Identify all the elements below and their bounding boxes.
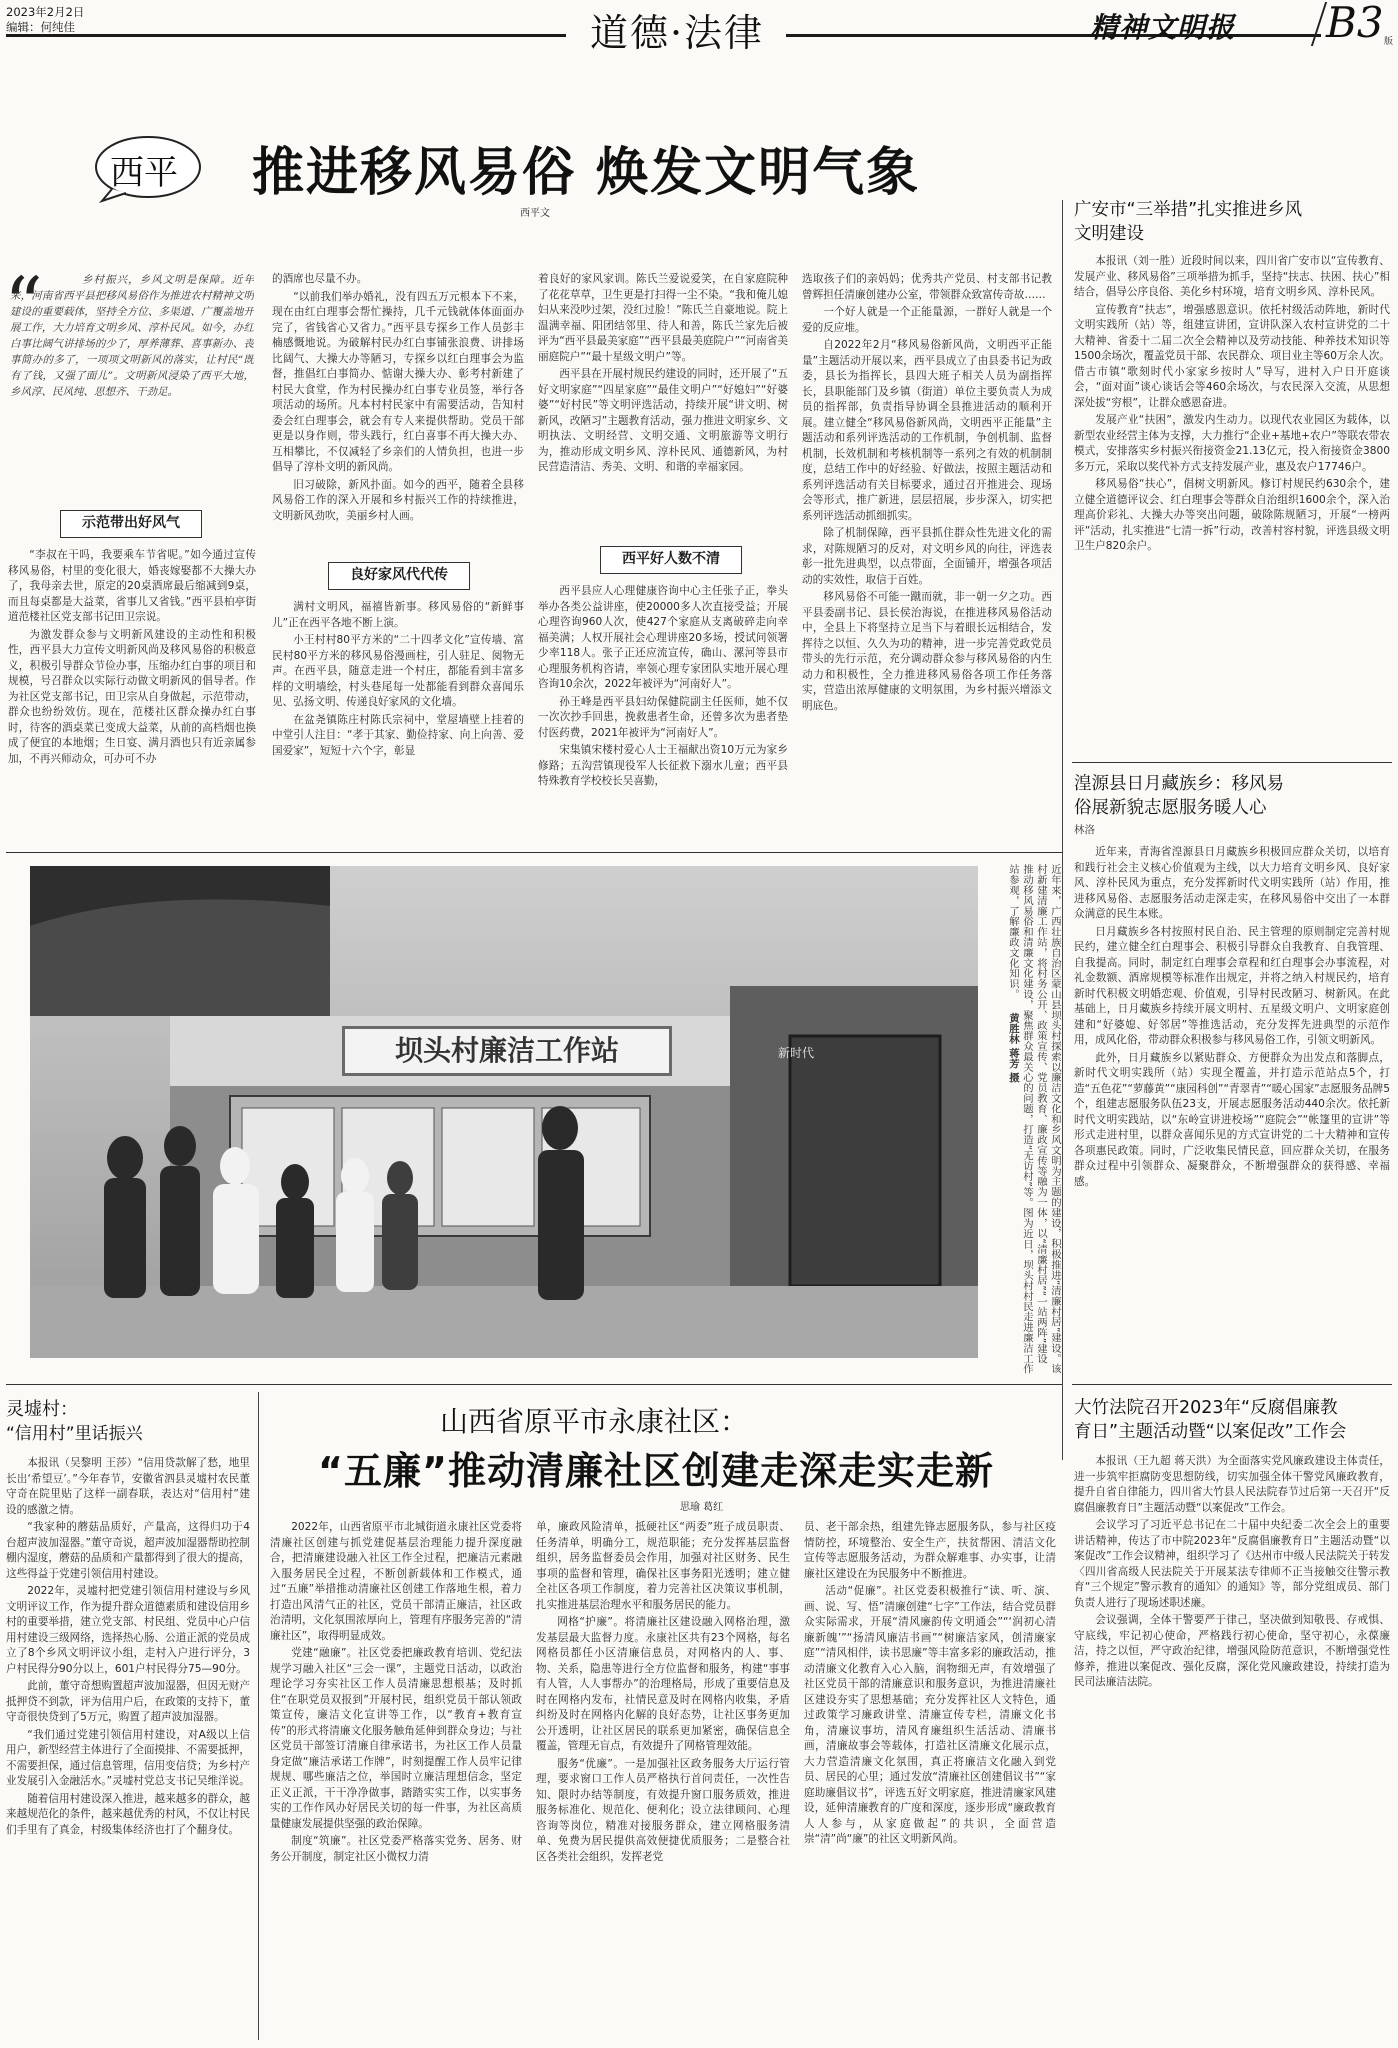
photo-top-rule <box>6 852 1062 853</box>
lead-col3-bottom: 西平县应人心理健康咨询中心主任张子正，拳头举办各类公益讲座，使20000多人次直接受益；开展心理咨询960人次，使427个家庭从支离破碎走向幸福美满；人权开展社会心理讲座20多场，授试问领署少率118人。张子正还应流宣传，确山、漯河等县市心理服务机构咨请，率领心理专家团队实地开展心理咨询10余次，2022年被评为“河南好人”。 孙王峰是西平县妇幼保健院副主任医师，她不仅一次次抄手回患，挽救患者生命，还曾多次为患者垫付医药费，2021年被评为“河南好人”。 宋集镇宋楼村爱心人士王福献出资10万元为家乡修路；五沟营镇现役军人长征救下溺水儿童；西平县特殊教育学校校长吴喜勤， <box>538 585 788 787</box>
center-bottom-kicker: 山西省原平市永康社区： <box>440 1405 749 1438</box>
lead-quote-mark: “ <box>4 260 43 349</box>
left-bottom-body: 本报讯（吴黎明 王莎）“信用贷款解了愁，地里长出‘希望豆’。”今年春节，安徽省泗县灵墟村农民董守奇在院里贴了这样一副春联，表达对“信用村”建设的感激之情。 “我家种的蘑菇品质好，产量高，这得归功于4台超声波加湿器。”董守奇说，超声波加湿器帮助控制棚内湿度，蘑菇的品质和产量都得到了很大的提高，这些得益于党建引领信用村建设。 2022年，灵墟村把党建引领信用村建设与乡风文明评议工作，作为提升群众道德素质和建设信用乡村的重要举措，建立党支部、村民组、党员中心户信用村建设三级网络，选择热心肠、公道正派的党员成立了8个乡风文明评议小组，走村入户进行评分，3户村民得分90分以上，601户村民得分75—90分。 此前，董守奇想购置超声波加湿器，但因无财产抵押贷不到款，评为信用户后，在政策的支持下，董守奇很快贷到了5万元，购置了超声波加湿器。 “我们通过党建引领信用村建设，对A级以上信用户，新型经营主体进行了全面摸排、不需要抵押，不需要担保，通过信息管理，信用变信贷；为乡村产业发展引入金融活水。”灵墟村党总支书记吴维洋说。 随着信用村建设深入推进，越来越多的群众，越来越规范化的条件，越来越优秀的村风，不仅让村民们手里有了真金，村级集体经济也打了个翻身仗。 <box>6 1457 250 1836</box>
lead-col4: 选取孩子们的亲妈妈；优秀共产党员、村支部书记教曾辉担任清廉创建办公室，带领群众致富传奇故…… 一个好人就是一个正能量源，一群好人就是一个爱的反应堆。 自2022年2月“移风易俗新风尚，文明西平正能量”主题活动开展以来，西平县成立了由县委书记为政委，县长为指挥长，县四大班子相关人员为副指挥长，县职能部门及乡镇（街道）单位主要负责人为成员的指挥部，负责指导协调全县推进活动的顺利开展。建立健全“移风易俗新风尚，文明西平正能量”主题活动和系列评选活动的工作机制，争创机制、监督机制，长效机制和考核机制等一系列之有效的机制制度，总结工作中的好经验、好做法，按照主题活动和系列评选活动有关目标要求，通过召开推进会、现场会等形式，推广新进，层层招展，步步深入，切实把系列评选活动抓细抓实。 除了机制保障，西平县抓住群众性先进文化的需求，对陈规陋习的反对，对文明乡风的向往，评选表彰一批先进典型，以点带面，全面铺开，增强各项活动的实效性，取信于百姓。 移风易俗不可能一蹴而就，非一朝一夕之功。西平县委副书记、县长侯治海说，在推进移风易俗活动中，全县上下将坚持立足当下与着眼长远相结合，发挥待之以恒、久久为功的精神，进一步完善党政党员带头的先行示范，充分调动群众参与移风易俗的内生动力和积极性，全力推进移风易俗各项工作任务落实，营造出浓厚健康的文明氛围，为乡村振兴增添文明底色。 <box>802 273 1052 712</box>
center-bottom-col2: 单，廉政风险清单，抵硬社区“两委”班子成员职责、任务清单，明确分工，规范职能；充分发挥基层监督组织，居务监督委员会作用，加强对社区财务、民生事项的监督和管理，确保社区事务阳光透明；建立健全社区各项工作制度，着力完善社区决策议事机制，扎实推进基层治理水平和服务居民的能力。 网格“护廉”。将清廉社区建设融入网格治理，激发基层最大监督力度。永康社区共有23个网格，每名网格员都任小区清廉信息员，对网格内的人、事、物、关系，隐患等进行全方位监督和服务，构建“事事有人管，人人事帮办”的治理格局，形成了重要信息及时在网格内发布，社情民意及时在网格内收集，矛盾纠纷及时在网格内化解的良好态势，让社区事务更加公开透明，让社区居民的联系更加紧密，确保信息全覆盖，管理无盲点，有效提升了网格管理效能。 服务“优廉”。一是加强社区政务服务大厅运行管理，要求窗口工作人员严格执行首问责任，一次性告知、限时办结等制度，有效提升窗口服务质效，推进服务标准化、规范化、便利化；设立法律顾问、心理咨询等岗位，精准对接服务群众，建立网格服务清单、免费为居民提供高效便捷优质服务；二是整合社区各类社会组织，发挥老党 <box>536 1521 790 1863</box>
lead-subhead-2: 良好家风代代传 <box>328 562 470 590</box>
lead-byline: 西平文 <box>520 208 550 219</box>
center-bottom-col1: 2022年，山西省原平市北城街道永康社区党委将清廉社区创建与抓党建促基层治理能力提升深度融合，把清廉建设融入社区工作全过程，把廉洁元素融入服务居民全过程，不断创新载体和工作模式，通过“五廉”举措推动清廉社区创建工作落地生根，着力打造出风清气正的社区，党员干部清正廉洁，社区政治清明，文化氛围浓厚向上，管理有序服务完善的“清廉社区”，取得明显成效。 党建“融廉”。社区党委把廉政教育培训、党纪法规学习融入社区“三会一课”，主题党日活动，以政治理论学习夯实社区工作人员清廉思想根基；及时抓住“在职党员双报到”开展村民，组织党员干部认领政策宣传，廉洁文化宣讲等工作，以“教育+教育宣传”的形式将清廉文化服务触角延伸到群众身边；与社区党员干部签订清廉自律承诺书，为社区工作人员量身定做“廉洁承诺工作牌”，时刻提醒工作人员牢记律规规、哪些廉洁之位，举国时立廉洁理想信念，坚定正义正派，干干净净做事，踏踏实实工作，以实事务实的工作作风办好居民关切的每一件事，为社区高质量健康发展提供坚强的政治保障。 制度“筑廉”。社区党委严格落实党务、居务、财务公开制度，制定社区小微权力清 <box>270 1521 522 1863</box>
lead-col2-bottom: 满村文明风，福禧皆新事。移风易俗的“新鲜事儿”正在西平各地不断上演。 小王村村80平方米的“二十四孝文化”宣传墙、富民村80平方米的移风易俗漫画柱，引人驻足、阅物无声。在西平县，随意走进一个村庄，都能看到丰富多样的文明墙绘，村头巷尾每一处都能看到群众喜闻乐见、弘扬文明、传递良好家风的文化墙。 在盆尧镇陈庄村陈氏宗祠中，堂屋墙壁上挂着的中堂引人注目：“孝于其家、勤俭持家、向上向善、爱国爱家”，短短十六个字，彰显 <box>272 601 524 757</box>
page-number-suffix: 版 <box>1384 37 1394 47</box>
photo-sign: 坝头村廉洁工作站 <box>342 1026 672 1076</box>
page-divider-slash <box>1311 2 1327 46</box>
side-mid-body: 近年来，青海省湟源县日月藏族乡积极回应群众关切，以培育和践行社会主义核心价值观为主线，以大力培育文明乡风、良好家风、淳朴民风为重点，充分发挥新时代文明实践所（站）作用，推进移风易俗、志愿服务活动走深走实，在移风易俗中交出了一本群众满意的民生本账。 日月藏族乡各村按照村民自治、民主管理的原则制定完善村规民约，建立健全红白理事会、积极引导群众自我教育、自我管理、自我提高。同时，制定红白理事会章程和红白理事会办事流程，对礼金数额、酒席规模等标准作出规定，并将之纳入村规民约，培育新时代积极文明婚恋观、价值观，引导村民改陋习、树新风。在此基础上，日月藏族乡持续开展文明村、五星级文明户、文明家庭创建和“好婆媳、好邻居”等推选活动，充分发挥先进典型的示范作用，成风化俗，带动群众积极参与移风易俗工作，引领文明新风。 此外，日月藏族乡以紧贴群众、方便群众为出发点和落脚点，新时代文明实践所（站）实现全覆盖，并打造示范站点5个，打造“五色花”“萝藤黄”“康园科创”“青翠青”“暖心国家”志愿服务品牌5个，组建志愿服务队伍23支，开展志愿服务活动440余次。依托新时代文明实践站，以“东岭宣讲进校场”“庭院会”“帐篷里的宣讲”等形式走进村里，以群众喜闻乐见的方式宣讲党的二十大精神和宣传各项惠民政策。同时，广泛收集民情民意，回应群众关切，在服务群众过程中引领群众、凝聚群众，不断增强群众的获得感、幸福感。 <box>1074 846 1390 1188</box>
lead-intro: 乡村振兴，乡风文明是保障。近年来，河南省西平县把移风易俗作为推进农村精神文明建设的重要载体，坚持全方位、多渠道、广覆盖地开展工作，大力培育文明乡风、淳朴民风。如今，办红白事比阔气讲排场的少了，厚养薄葬、喜事新办、丧事简办的多了，一项项文明新风的落实，让村民“既有了钱，又强了面儿”。文明新风浸染了西平大地，乡风淳、民风纯、思想齐、干劲足。 <box>10 274 254 398</box>
paper-name-logo: 精神文明报 <box>1090 11 1236 44</box>
masthead-rule-left <box>6 34 566 37</box>
side-top-article <box>1074 198 1390 758</box>
lead-subhead-1: 示范带出好风气 <box>60 510 202 538</box>
left-bottom-article <box>6 1398 250 2042</box>
left-bottom-title: 灵墟村： <box>6 1399 78 1420</box>
side-divider <box>1072 762 1392 763</box>
center-bottom-col3: 员、老干部余热，组建先锋志愿服务队，参与社区疫情防控，环境整治、安全生产，扶贫帮困、清洁文化宣传等志愿服务活动，为群众解难事、办实事，让清廉社区建设在为民服务中不断推进。 活动“促廉”。社区党委积极推行“读、听、演、画、说、写、悟”清廉创建“七字”工作法，结合党员群众实际需求，开展“清风廉韵传文明通会”“‘润初心清廉新魄’”“扬清风廉洁书画”“树廉洁家风，创清廉家庭”“清风相伴，读书思廉”等丰富多彩的廉政活动，推动清廉文化教育入心入脑，润物细无声，有效增强了社区党员干部的清廉意识和服务意识，为推进清廉社区建设夯实了思想基础；充分发挥社区人文特色，通过政策学习廉政讲堂、清廉宣传专栏，清廉文化书角，清廉议事坊，清风育廉组织生活活动、清廉书画，清廉故事会等载体，打造社区清廉文化展示点，大力营造清廉文化氛围，真正将廉洁文化融入到党员、居民的心里；通过发放“清廉社区创建倡议书”“家庭助廉倡议书”，评选五好文明家庭，推进清廉家风建设，延伸清廉教育的广度和深度，逐步形成“廉政教育人人参与，从家庭做起”的共识，全面营造崇“清”尚“廉”的社区文明新风尚。 <box>804 1521 1056 1845</box>
center-bottom-byline: 思瑜 葛红 <box>680 1502 724 1513</box>
lead-title: 推进移风易俗 焕发文明气象 <box>252 143 921 203</box>
photo-credit: 黄胜林 蒋芳 摄 <box>1007 1012 1019 1083</box>
column-rule-bottom-left <box>258 1392 259 2040</box>
center-bottom-title: “五廉”推动清廉社区创建走深走实走新 <box>318 1449 994 1493</box>
side-top-title: 广安市“三举措”扎实推进乡风文明建设 <box>1074 200 1303 244</box>
side-top-body: 本报讯（刘一胜）近段时间以来，四川省广安市以“宣传教育、发展产业、移风易俗”三项举措为抓手，坚持“扶志、扶困、扶心”相结合，倡导公序良俗、美化乡村环境，培育文明乡风、淳朴民风。 宣传教育“扶志”，增强感恩意识。依托村级活动阵地，新时代文明实践所（站）等，组建宣讲团，宣讲队深入农村宣讲党的二十大精神、省委十二届二次全会精神以及劳动技能、种养技术知识等1500余场次，覆盖党员干部、农民群众、项目业主等60万余人次。借古市镇“歌刻时代小家家乡按时人”导写，进村入户日开庭谈会，“面对面”谈心谈话会等460余场次，与农民深入交流，从思想深处拔“穷根”，让群众感恩奋进。 发展产业“扶困”，激发内生动力。以现代农业园区为载体，以新型农业经营主体为支撑，大力推行“企业+基地+农户”等联农带农模式，安排落实乡村振兴衔接资金21.13亿元，投入衔接资金3800多万元，采取以奖代补方式支持发展产业，惠及农户17746户。 移风易俗“扶心”，倡树文明新风。修订村规民约630余个，建立健全道德评议会、红白理事会等群众自治组织1600余个，深入治理高价彩礼、大操大办等突出问题，破除陈规陋习，开展“一榜两评”活动，扎实推进“七清一拆”行动，改善村容村貌，评选县级文明卫生户820余户。 <box>1074 255 1390 552</box>
side-mid-title: 湟源县日月藏族乡：移风易俗展新貌志愿服务暖人心 <box>1074 774 1284 818</box>
photo-bottom-rule <box>6 1384 1062 1385</box>
lead-col3-top: 着良好的家风家训。陈氏兰爱说爱笑，在自家庭院种了花花草草，卫生更是打扫得一尘不染。“我和俺儿媳妇从来没吵过架，没红过脸！”陈氏兰自豪地说。院上温满幸福、阳团结邻里、待人和善，陈氏兰家先后被评为“西平县最美家庭”“西平县最美庭院户”“河南省美丽庭院户”“最十星级文明户”等。 西平县在开展村规民约建设的同时，还开展了“五好文明家庭”“四星家庭”“最佳文明户”“好媳妇”“好婆婆”“好村民”等文明评选活动，持续开展“讲文明、树新风，改陋习”主题教育活动，强力推进文明家乡、文明执法、文明经营、文明交通、文明旅游等文明行为，推动形成文明乡风、淳朴民风、通德新风，为村民营造清洁、秀美、文明、和谐的幸福家园。 <box>538 273 788 473</box>
section-title: 道德·法律 <box>589 11 765 55</box>
side-mid-article <box>1074 772 1390 1452</box>
masthead-rule-right <box>786 34 1321 37</box>
right-bottom-body: 本报讯（王九超 蒋天洪）为全面落实党风廉政建设主体责任，进一步筑牢拒腐防变思想防线，切实加强全体干警党风廉政教育，提升自省自律能力，四川省大竹县人民法院春节过后第一天召开“反腐倡廉教育日”主题活动暨“以案促改”工作会。 会议学习了习近平总书记在二十届中央纪委二次全会上的重要讲话精神，传达了市中院2023年“反腐倡廉教育日”主题活动暨“以案促改”工作会议精神，组织学习了《达州市中级人民法院关于转发〈四川省高级人民法院关于开展某法专律师不正当接触交往警示教育“三个规定”警示教育的通知〉的通知》等，部分党组成员、部门负责人进行了现场述职述廉。 会议强调，全体干警要严于律己，坚决做到知敬畏、存戒惧、守底线，牢记初心使命，严格践行初心使命，坚守初心，永葆廉洁，持之以恒，严守政治纪律，增强风险防范意识，不断增强党性修养，推进以案促改、强化反腐，深化党风廉政建设，持续打造为民司法廉洁法院。 <box>1074 1455 1390 1688</box>
right-bottom-title: 大竹法院召开2023年“反腐倡廉教育日”主题活动暨“以案促改”工作会 <box>1074 1398 1347 1442</box>
photo-caption: 近年来，广西壮族自治区蒙山县坝头村探索以廉洁文化和乡风文明为主题的建设，积极推进“清廉村居”建设。该村新建清廉工作站，将村务公开、政策宣传、党员教育、廉政宣传等融为一体，以“清廉村居”“一站两阵”建设推动移风易俗和清廉文化建设，聚焦群众最关心的问题，打造“无访村”等。图为近日，坝头村村民走进廉洁工作站参观，了解廉政文化知识。 黄胜林 蒋芳 摄 <box>1007 864 1061 1374</box>
photo-panel-label: 新时代 <box>778 1046 815 1060</box>
page-number: B3 <box>1326 0 1384 47</box>
right-bottom-article <box>1074 1396 1390 2042</box>
left-bottom-subtitle: “信用村”里话振兴 <box>6 1424 143 1444</box>
masthead-date: 2023年2月2日 <box>6 5 85 19</box>
side-mid-byline: 林洛 <box>1074 824 1095 836</box>
lead-badge-text: 西平 <box>110 153 178 193</box>
lead-col1: “李叔在干吗，我要乘车节省呢。”如今通过宣传移风易俗，村里的变化很大，婚丧嫁娶都不大操大办了，我母亲去世，原定的20桌酒席最后缩减到9桌，而且每桌都是大益菜，省事儿又省钱。”西平县柏亭街道范楼社区党支部书记田卫宗说。 为激发群众参与文明新风建设的主动性和积极性，西平县大力宣传文明新风尚及移风易俗的积极意义，积极引导群众节俭办事，压缩办红白事的项目和规模，号召群众以实际行动做文明新风的倡导者。作为社区党支部书记，田卫宗从自身做起，示范带动，群众也纷纷效仿。现在，范楼社区群众操办红白事时，待客的酒桌菜已变成大益菜，从前的高档烟也换成了便宜的本地烟；生日宴、满月酒也只有近亲属参加，不再兴师动众，可办可不办 <box>8 549 256 765</box>
lead-subhead-3: 西平好人数不清 <box>600 546 742 574</box>
lead-col2-top: 的酒席也尽量不办。 “以前我们举办婚礼，没有四五万元根本下不来，现在由红白理事会帮忙操持，几千元钱就体体面面办完了，省钱省心又省力。”西平县专探乡工作人员彭丰楠感慨地说。为破解村民办红白事铺张浪费、讲排场比阔气、大操大办等陋习，专探乡以红白理事会为监督，推倡红白事简办、惦谢大操大办、彰考村新建了村民大食堂，作为村民操办红白事专业员签，举行各项活动的场所。凡本村村民家中有需要活动，告知村委会红白理事会，就会有专人来提供帮助。党员干部更是以身作则，带头践行，红白喜事不再大操大办、互相攀比，不仅减轻了乡亲们的人情负担，也进一步倡导了淳朴文明的新风尚。 旧习破除，新风扑面。如今的西平，随着全县移风易俗工作的深入开展和乡村振兴工作的持续推进，文明新风劲吹，美丽乡村人画。 <box>272 273 524 522</box>
column-rule <box>1062 200 1063 1460</box>
masthead-editor: 编辑：何纯佳 <box>6 20 75 34</box>
side-divider-bottom <box>1072 1384 1392 1385</box>
lead-badge <box>92 133 204 203</box>
news-photo <box>30 866 978 1358</box>
